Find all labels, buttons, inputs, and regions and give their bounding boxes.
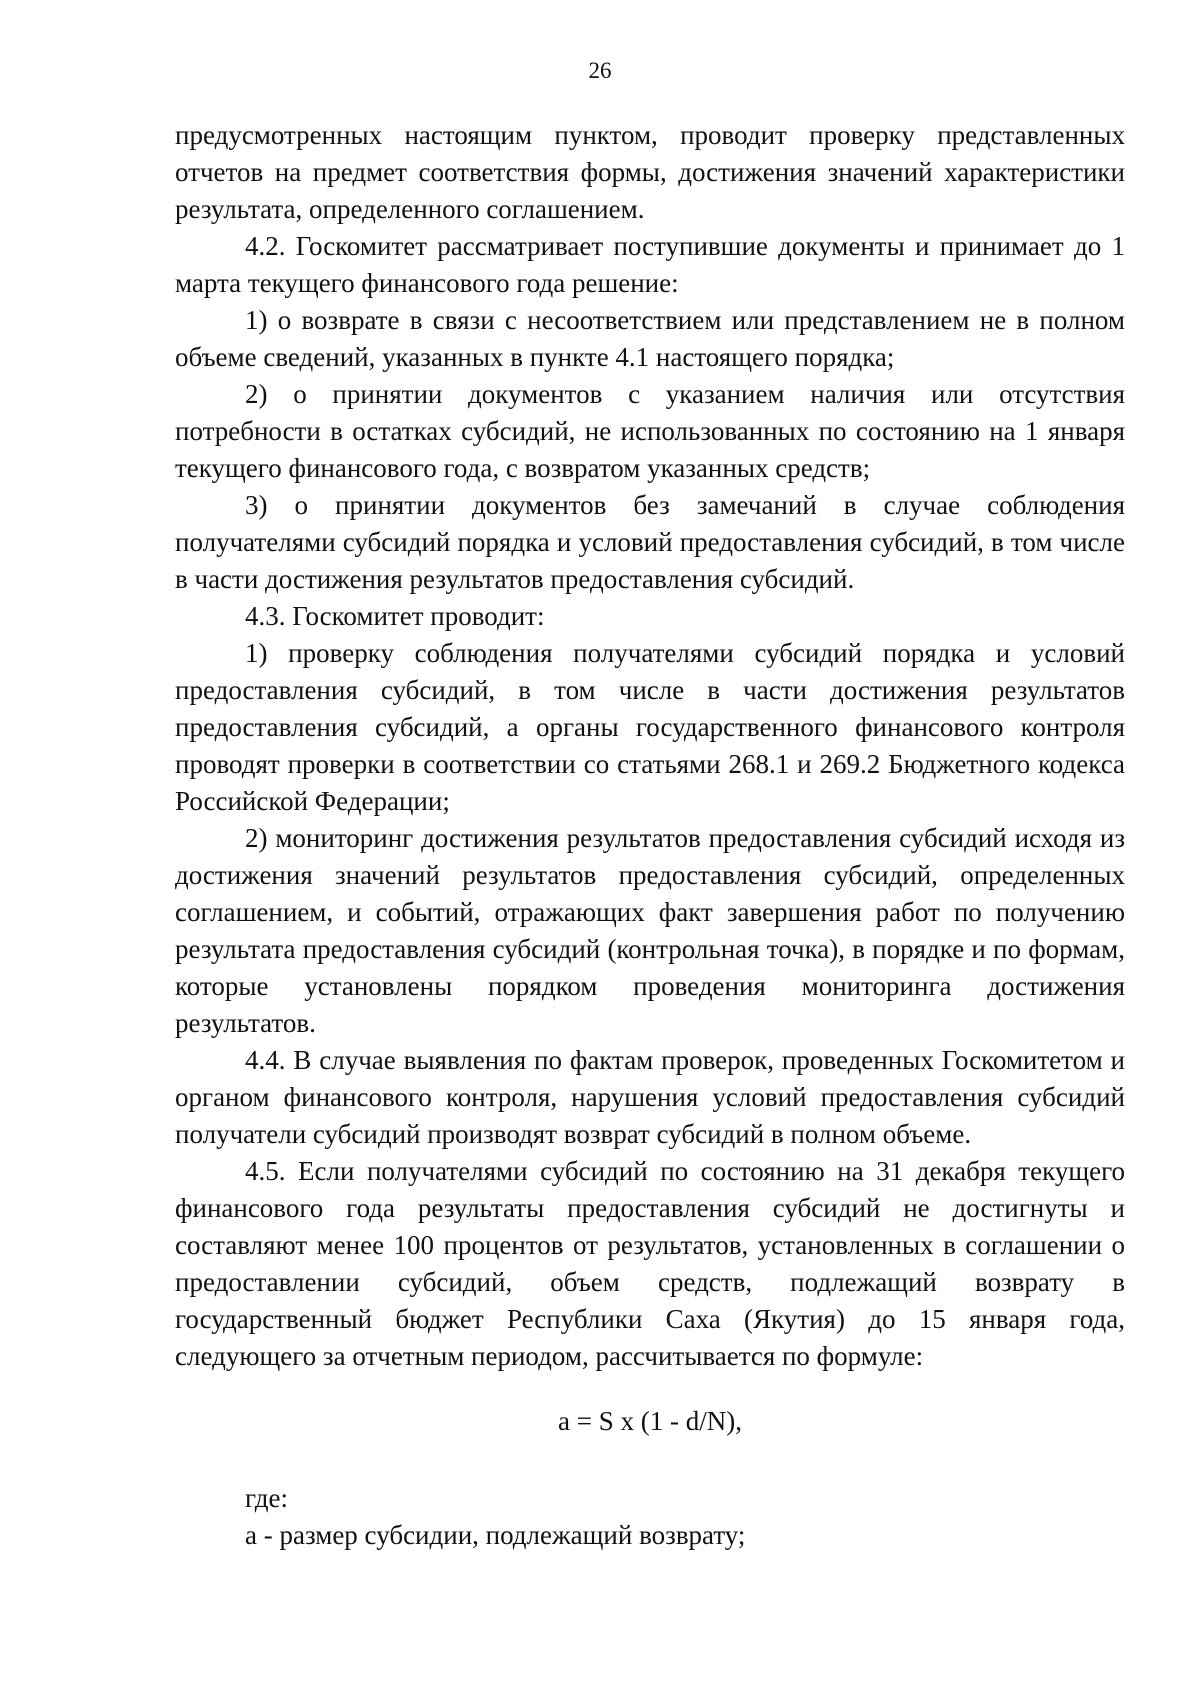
paragraph-4-2-item-2: 2) о принятии документов с указанием наличия или отсутствия потребности в остатках субсидий, не использованных по состоянию на 1 января текущего финансового года, с возвратом указанных средств; <box>175 379 1125 483</box>
paragraph-4-3: 4.3. Госкомитет проводит: <box>245 601 545 631</box>
paragraph-4-2-item-1: 1) о возврате в связи с несоответствием или представлением не в полном объеме сведений, указанных в пункте 4.1 настоящего порядка; <box>175 305 1125 372</box>
where-label: где: <box>245 1483 288 1513</box>
paragraph-4-2: 4.2. Госкомитет рассматривает поступившие документы и принимает до 1 марта текущего финансового года решение: <box>175 231 1125 298</box>
page-number: 26 <box>588 58 612 83</box>
paragraph-4-2-item-3: 3) о принятии документов без замечаний в случае соблюдения получателями субсидий порядка и условий предоставления субсидий, в том числе в части достижения результатов предоставления субсидий. <box>175 490 1125 594</box>
definition-a: a - размер субсидии, подлежащий возврату; <box>245 1520 746 1550</box>
paragraph-4-4: 4.4. В случае выявления по фактам проверок, проведенных Госкомитетом и органом финансового контроля, нарушения условий предоставления субсидий получатели субсидий производят возврат субсидий в полном объеме. <box>175 1045 1125 1149</box>
paragraph-4-5: 4.5. Если получателями субсидий по состоянию на 31 декабря текущего финансового года результаты предоставления субсидий не достигнуты и составляют менее 100 процентов от результатов, установленных в соглашении о предоставлении субсидий, объем средств, подлежащий возврату в государственный бюджет Республики Саха (Якутия) до 15 января года, следующего за отчетным периодом, рассчитывается по формуле: <box>175 1156 1125 1371</box>
document-body <box>175 117 1125 1554</box>
paragraph-continuation: предусмотренных настоящим пунктом, проводит проверку представленных отчетов на предмет соответствия формы, достижения значений характеристики результата, определенного соглашением. <box>175 120 1125 224</box>
paragraph-4-3-item-2: 2) мониторинг достижения результатов предоставления субсидий исходя из достижения значений результатов предоставления субсидий, определенных соглашением, и событий, отражающих факт завершения работ по получению результата предоставления субсидий (контрольная точка), в порядке и по формам, которые установлены порядком проведения мониторинга достижения результатов. <box>175 823 1125 1038</box>
return-formula: a = S x (1 - d/N), <box>558 1406 742 1436</box>
paragraph-4-3-item-1: 1) проверку соблюдения получателями субсидий порядка и условий предоставления субсидий, в том числе в части достижения результатов предоставления субсидий, а органы государственного финансового контроля проводят проверки в соответствии со статьями 268.1 и 269.2 Бюджетного кодекса Российской Федерации; <box>175 638 1125 816</box>
